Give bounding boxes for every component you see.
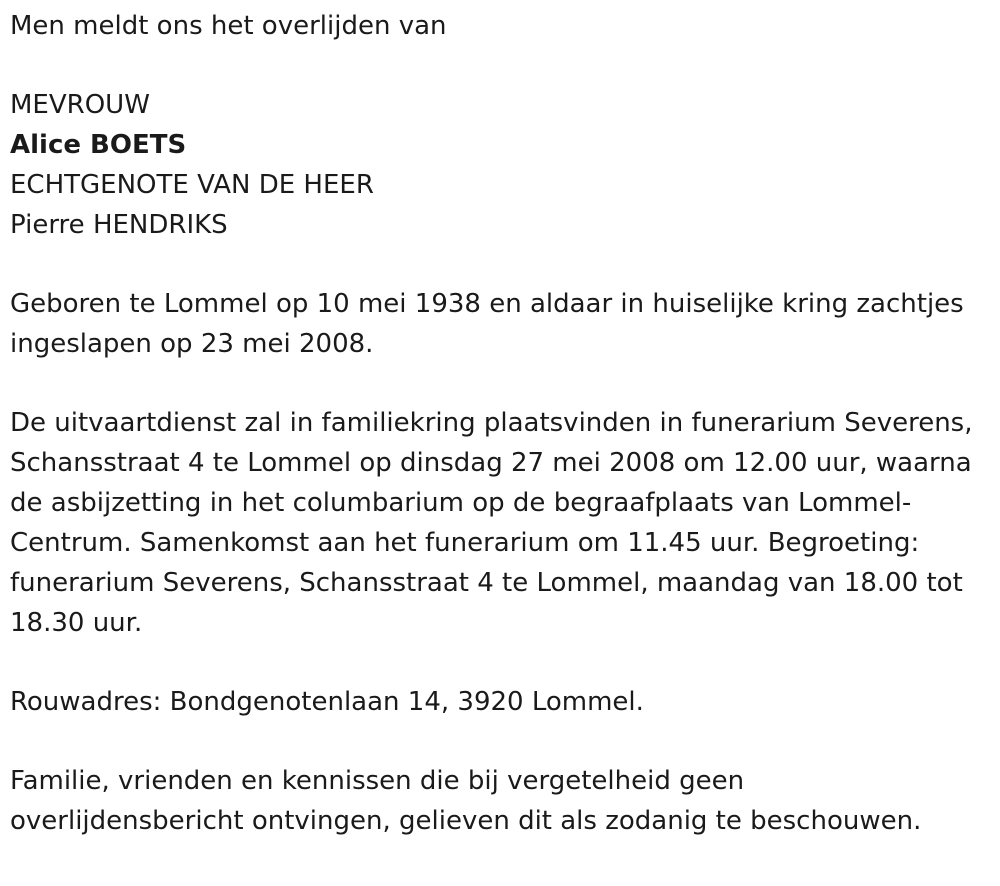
paragraph-line: Geboren te Lommel op 10 mei 1938 en aldaar in huiselijke kring zachtjes [10, 289, 964, 319]
title: MEVROUW [10, 90, 150, 120]
spouse-label: ECHTGENOTE VAN DE HEER [10, 170, 374, 200]
spacer [10, 46, 994, 85]
deceased-name: Alice BOETS [10, 130, 187, 160]
paragraph-line: 18.30 uur. [10, 608, 143, 638]
mourning-address: Rouwadres: Bondgenotenlaan 14, 3920 Lommel. [10, 687, 644, 717]
intro-line: Men meldt ons het overlijden van [10, 11, 447, 41]
spacer [10, 364, 994, 403]
service-paragraph [10, 403, 994, 643]
spacer [10, 245, 994, 284]
spouse-name: Pierre HENDRIKS [10, 210, 228, 240]
paragraph-line: De uitvaartdienst zal in familiekring plaatsvinden in funerarium Severens, [10, 408, 973, 438]
paragraph-line: Schansstraat 4 te Lommel op dinsdag 27 mei 2008 om 12.00 uur, waarna [10, 448, 972, 478]
paragraph-line: ingeslapen op 23 mei 2008. [10, 329, 374, 359]
spacer [10, 722, 994, 761]
paragraph-line: Centrum. Samenkomst aan het funerarium om 11.45 uur. Begroeting: [10, 528, 920, 558]
paragraph-line: de asbijzetting in het columbarium op de begraafplaats van Lommel- [10, 488, 912, 518]
spacer [10, 643, 994, 682]
death-notice [10, 6, 994, 841]
birth-paragraph [10, 284, 994, 364]
closing-paragraph [10, 761, 994, 841]
paragraph-line: Familie, vrienden en kennissen die bij vergetelheid geen [10, 766, 745, 796]
paragraph-line: funerarium Severens, Schansstraat 4 te Lommel, maandag van 18.00 tot [10, 568, 963, 598]
paragraph-line: overlijdensbericht ontvingen, gelieven dit als zodanig te beschouwen. [10, 806, 922, 836]
